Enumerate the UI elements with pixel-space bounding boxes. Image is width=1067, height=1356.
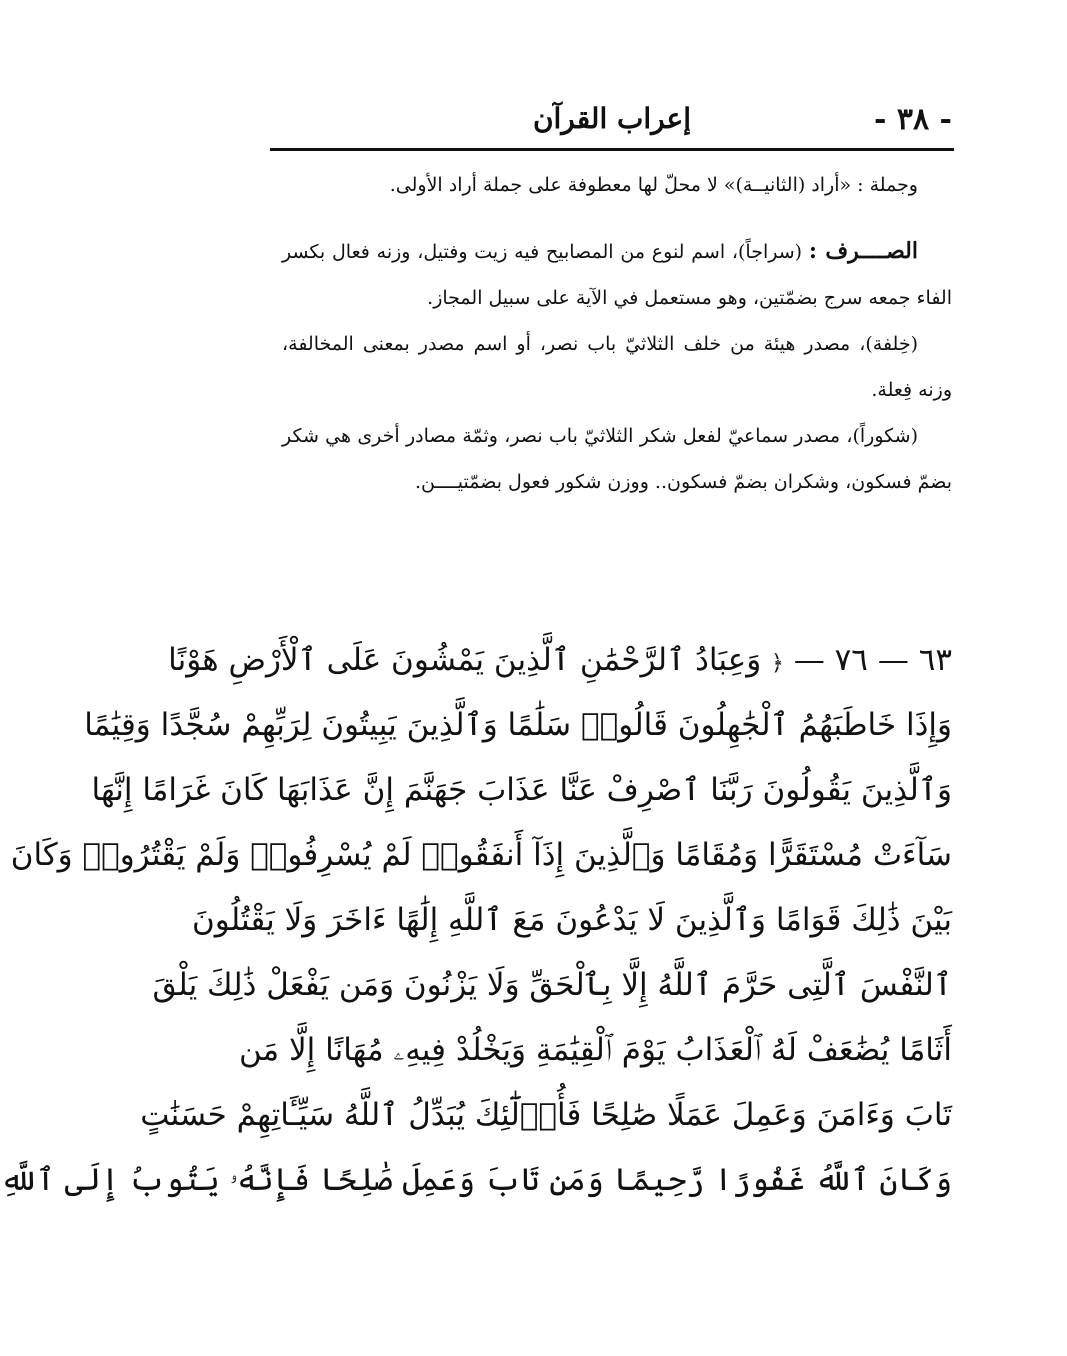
commentary-text [282, 162, 952, 505]
verse-range: ٦٣ — ٧٦ — [793, 642, 952, 678]
header-divider [270, 148, 954, 151]
quran-line: وَإِذَا خَاطَبَهُمُ ٱلْجَٰهِلُونَ قَالُوا۟ سَلَٰمًا وَٱلَّذِينَ يَبِيتُونَ لِرَبِّهِمْ سُجَّدًا وَقِيَٰمًا [84, 707, 952, 743]
quran-line: وَٱلَّذِينَ يَقُولُونَ رَبَّنَا ٱصْرِفْ عَنَّا عَذَابَ جَهَنَّمَ إِنَّ عَذَابَهَا كَانَ غَرَامًا إِنَّهَا [91, 772, 952, 808]
book-title: إعراب القرآن [532, 102, 692, 135]
quran-open-bracket: ﴿ [771, 651, 784, 676]
section-term: الصــــرف : [808, 238, 918, 264]
quran-line: بَيْنَ ذَٰلِكَ قَوَامًا وَٱلَّذِينَ لَا يَدْعُونَ مَعَ ٱللَّهِ إِلَٰهًا ءَاخَرَ وَلَا يَقْتُلُونَ [192, 902, 952, 938]
paragraph-text: (سراجاً)، اسم لنوع من المصابيح فيه زيت وفتيل، وزنه فعال بكسر الفاء جمعه سرج بضمّتين، وهو مستعمل في الآية على سبيل المجاز. [282, 241, 952, 309]
page-header [272, 100, 952, 148]
paragraph-morphology [282, 228, 952, 321]
verse-text: وَعِبَادُ ٱلرَّحْمَٰنِ ٱلَّذِينَ يَمْشُونَ عَلَى ٱلْأَرْضِ هَوْنًا [168, 642, 762, 678]
quran-line: ٱلنَّفْسَ ٱلَّتِى حَرَّمَ ٱللَّهُ إِلَّا بِٱلْحَقِّ وَلَا يَزْنُونَ وَمَن يَفْعَلْ ذَٰلِكَ يَلْقَ [152, 967, 952, 1003]
paragraph-shukur [282, 413, 952, 505]
quran-line [168, 628, 952, 693]
paragraph-text: (خِلفة)، مصدر هيئة من خلف الثلاثيّ باب نصر، أو اسم مصدر بمعنى المخالفة، وزنه فِعلة. [282, 333, 952, 401]
paragraph-khilfa [282, 321, 952, 413]
paragraph-text: (شكوراً)، مصدر سماعيّ لفعل شكر الثلاثيّ باب نصر، وثمّة مصادر أخرى هي شكر بضمّ فسكون، وشكران بضمّ فسكون.. ووزن شكور فعول بضمّتيــــن. [282, 425, 952, 493]
quran-line: تَابَ وَءَامَنَ وَعَمِلَ عَمَلًا صَٰلِحًا فَأُو۟لَٰٓئِكَ يُبَدِّلُ ٱللَّهُ سَيِّـَٔاتِهِمْ حَسَنَٰتٍ [140, 1097, 952, 1133]
page-number: - ٣٨ - [873, 102, 952, 137]
quran-verses [0, 628, 952, 1213]
quran-line: سَآءَتْ مُسْتَقَرًّا وَمُقَامًا وَٱلَّذِينَ إِذَآ أَنفَقُوا۟ لَمْ يُسْرِفُوا۟ وَلَمْ يَقْتُرُوا۟ وَكَانَ [10, 837, 952, 873]
paragraph-sentence-analysis [282, 162, 952, 208]
paragraph-text: وجملة : «أراد (الثانيــة)» لا محلّ لها معطوفة على جملة أراد الأولى. [389, 174, 918, 196]
quran-line: أَثَامًا يُضَٰعَفْ لَهُ ٱلْعَذَابُ يَوْمَ ٱلْقِيَٰمَةِ وَيَخْلُدْ فِيهِۦ مُهَانًا إِلَّا مَن [238, 1032, 952, 1068]
quran-line: وَكَانَ ٱللَّهُ غَفُورًا رَّحِيمًا وَمَن تَابَ وَعَمِلَ صَٰلِحًا فَإِنَّهُۥ يَتُوبُ إِلَى ٱللَّهِ [0, 1162, 952, 1198]
